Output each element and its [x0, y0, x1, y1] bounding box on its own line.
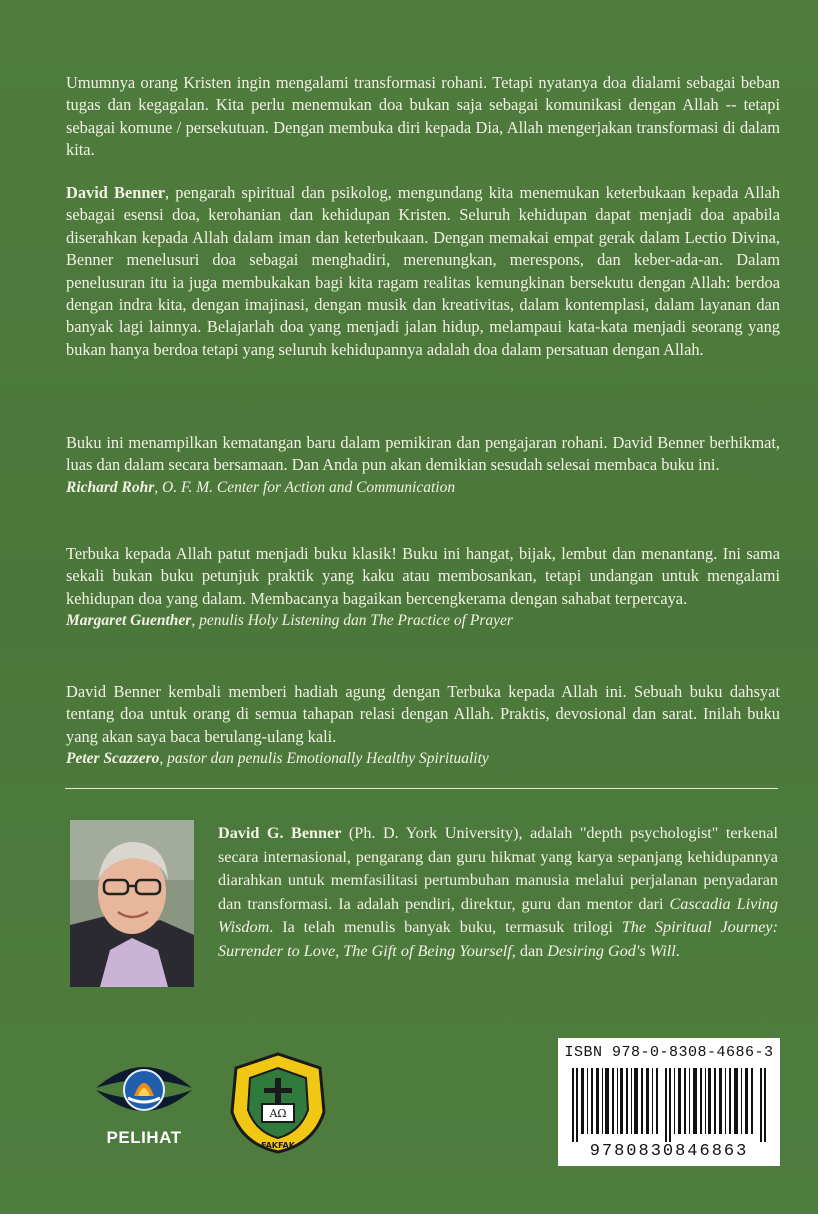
endorser-name: Margaret Guenther: [66, 612, 192, 630]
blurb-intro: [66, 72, 780, 162]
author-photo: [70, 820, 194, 987]
seal-monogram: AΩ: [269, 1107, 287, 1120]
bio-text: dan: [515, 941, 548, 960]
endorsement-scazzero-attribution: [66, 748, 780, 770]
endorsement-rohr-text: Buku ini menampilkan kematangan baru dalam pemikiran dan pengajaran rohani. David Benner berhikmat, luas dan dalam secara bersamaan. Dan Anda pun akan demikian sesudah selesai membaca buku ini.: [66, 433, 780, 475]
barcode-bars-icon: [570, 1068, 768, 1142]
endorser-role: , O. F. M. Center for Action and Communication: [154, 478, 456, 496]
author-portrait-icon: [70, 820, 194, 987]
endorsement-rohr-attribution: [66, 477, 780, 499]
endorsement-guenther: [66, 543, 780, 633]
bio-book-title: The Spiritual Journey: Surrender to Love, The Gift of Being Yourself,: [218, 918, 778, 960]
endorsement-guenther-attribution: [66, 610, 780, 632]
bio-book-title: Desiring God's Will: [547, 941, 676, 960]
endorser-role: , penulis Holy Listening dan The Practice of Prayer: [191, 612, 513, 630]
bio-text: . Ia telah menulis banyak buku, termasuk trilogi: [269, 918, 622, 936]
endorsement-scazzero-text: David Benner kembali memberi hadiah agung dengan Terbuka kepada Allah ini. Sebuah buku dahsyat tentang doa untuk orang di semua tahapan relasi dengan Allah. Praktis, devosional dan sarat. Inilah buku yang akan saya baca berulang-ulang kali.: [66, 682, 780, 746]
endorsement-guenther-text: Terbuka kepada Allah patut menjadi buku klasik! Buku ini hangat, bijak, lembut dan menantang. Ini sama sekali bukan buku petunjuk praktik yang kaku atau membosankan, tetapi undangan untuk mengalami kehidupan doa yang dalam. Membacanya bagaikan bercengkerama dengan sahabat terpercaya.: [66, 544, 780, 608]
barcode-number: 9780830846863: [589, 1142, 749, 1161]
seal-bottom-text: FAKFAK: [261, 1141, 295, 1150]
blurb-description: [66, 182, 780, 361]
endorser-role: , pastor dan penulis Emotionally Healthy Spirituality: [159, 750, 489, 768]
bio-text: .: [675, 941, 680, 960]
author-bio: [218, 822, 778, 963]
bio-text: (Ph. D. York University), adalah "depth psychologist" terkenal secara internasional, pengarang dan guru hikmat yang karya sepanjang kehidupannya diarahkan untuk memfasilitasi pertumbuhan manusia melalui perjalanan penyadaran dan transformasi. Ia adalah pendiri, direktur, guru dan mentor dari: [218, 824, 778, 913]
eye-globe-icon: [90, 1050, 198, 1130]
bio-author-name: David G. Benner: [218, 824, 342, 842]
isbn-label: ISBN 978-0-8308-4686-3: [564, 1044, 774, 1061]
publisher-name: PELIHAT: [106, 1128, 182, 1147]
author-name: David Benner: [66, 183, 166, 202]
bio-org: Cascadia Living Wisdom: [218, 894, 778, 936]
section-divider: [65, 788, 778, 789]
endorsement-scazzero: [66, 681, 780, 771]
seminary-seal: [222, 1048, 334, 1154]
endorser-name: Peter Scazzero: [66, 750, 160, 768]
endorser-name: Richard Rohr: [66, 478, 155, 496]
endorsement-rohr: [66, 432, 780, 499]
blurb-description-text: , pengarah spiritual dan psikolog, mengundang kita menemukan keterbukaan kepada Allah sebagai esensi doa, kerohanian dan kehidupan Kristen. Seluruh kehidupan dapat menjadi doa apabila diserahkan kepada Allah dalam iman dan keterbukaan. Dengan memakai empat gerak dalam Lectio Divina, Benner menelusuri doa sebagai menghadiri, merenungkan, merespons, dan keber-ada-an. Dalam penelusuran itu ia juga membukakan bagi kita ragam realitas kemungkinan bersekutu dengan Allah: berdoa dengan indra kita, dengan imajinasi, dengan musik dan kreativitas, dalam kontemplasi, dalam layanan dan banyak lagi lainnya. Belajarlah doa yang menjadi jalan hidup, melampaui kata-kata menjadi seorang yang bukan hanya berdoa tetapi yang seluruh kehidupannya adalah doa dalam persatuan dengan Allah.: [66, 183, 780, 359]
blurb-intro-text: Umumnya orang Kristen ingin mengalami transformasi rohani. Tetapi nyatanya doa dialami sebagai beban tugas dan kegagalan. Kita perlu menemukan doa bukan saja sebagai komunikasi dengan Allah -- tetapi sebagai komune / persekutuan. Dengan membuka diri kepada Dia, Allah mengerjakan transformasi di dalam kita.: [66, 73, 780, 160]
shield-seal-icon: [222, 1048, 334, 1154]
blurb-description-para: [66, 182, 780, 361]
isbn-barcode: [558, 1038, 780, 1166]
